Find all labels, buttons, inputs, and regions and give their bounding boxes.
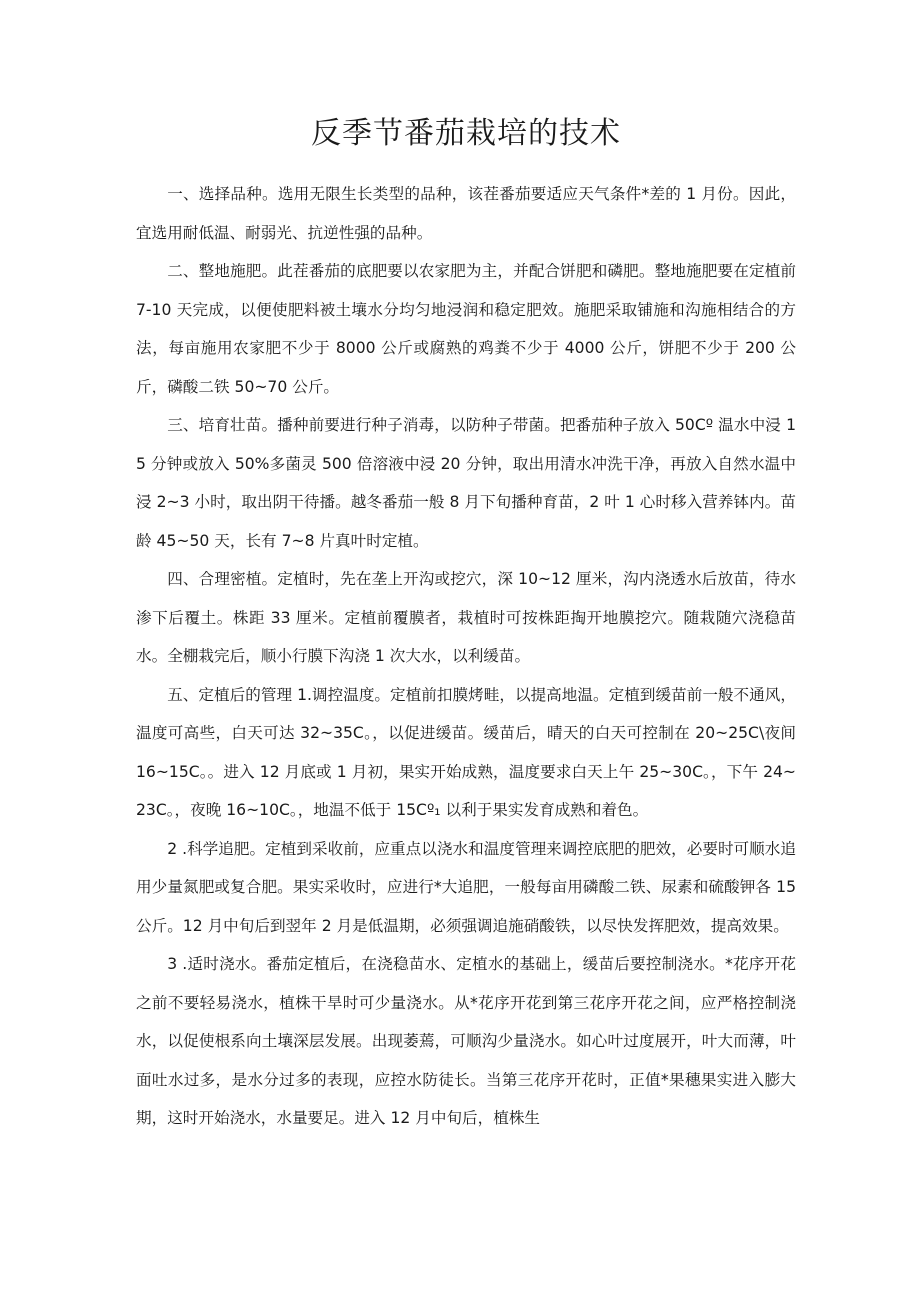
paragraph-watering: 3 .适时浇水。番茄定植后，在浇稳苗水、定植水的基础上，缓苗后要控制浇水。*花序开花之前不要轻易浇水，植株干旱时可少量浇水。从*花序开花到第三花序开花之间，应严格控制浇水，以促使根系向土壤深层发展。出现萎蔫，可顺沟少量浇水。如心叶过度展开，叶大而薄，叶面吐水过多，是水分过多的表现，应控水防徒长。当第三花序开花时，正值*果穗果实进入膨大期，这时开始浇水，水量要足。进入 12 月中旬后，植株生 xyxy=(136,955,796,1127)
paragraph-soil-fertilizer: 二、整地施肥。此茬番茄的底肥要以农家肥为主，并配合饼肥和磷肥。整地施肥要在定植前 7-10 天完成，以便使肥料被土壤水分均匀地浸润和稳定肥效。施肥采取铺施和沟施相结合的方法，每亩施用农家肥不少于 8000 公斤或腐熟的鸡粪不少于 4000 公斤，饼肥不少于 200 公斤，磷酸二铁 50~70 公斤。 xyxy=(136,262,796,396)
document-body xyxy=(136,175,796,1138)
paragraph-topdressing: 2 .科学追肥。定植到采收前，应重点以浇水和温度管理来调控底肥的肥效，必要时可顺水追用少量氮肥或复合肥。果实采收时，应进行*大追肥，一般每亩用磷酸二铁、尿素和硫酸钾各 15 公斤。12 月中旬后到翌年 2 月是低温期，必须强调追施硝酸铁，以尽快发挥肥效，提高效果。 xyxy=(136,839,796,935)
document-title: 反季节番茄栽培的技术 xyxy=(311,116,621,151)
paragraph-seedling: 三、培育壮苗。播种前要进行种子消毒，以防种子带菌。把番茄种子放入 50Cº 温水中浸 15 分钟或放入 50%多菌灵 500 倍溶液中浸 20 分钟，取出用清水冲洗干净，再放入自然水温中浸 2~3 小时，取出阴干待播。越冬番茄一般 8 月下旬播种育苗，2 叶 1 心时移入营养钵内。苗龄 45~50 天，长有 7~8 片真叶时定植。 xyxy=(136,416,796,550)
paragraph-select-variety: 一、选择品种。选用无限生长类型的品种，该茬番茄要适应天气条件*差的 1 月份。因此，宜选用耐低温、耐弱光、抗逆性强的品种。 xyxy=(136,185,796,242)
paragraph-temperature: 五、定植后的管理 1.调控温度。定植前扣膜烤畦，以提高地温。定植到缓苗前一般不通风，温度可高些，白天可达 32~35C。，以促进缓苗。缓苗后，晴天的白天可控制在 20~25C\夜间 16~15C。。进入 12 月底或 1 月初，果实开始成熟，温度要求白天上午 25~30C。，下午 24~23C。，夜晚 16~10C。，地温不低于 15Cº₁ 以利于果实发育成熟和着色。 xyxy=(136,685,796,819)
paragraph-planting-density: 四、合理密植。定植时，先在垄上开沟或挖穴，深 10~12 厘米，沟内浇透水后放苗，待水渗下后覆土。株距 33 厘米。定植前覆膜者，栽植时可按株距掏开地膜挖穴。随栽随穴浇稳苗水。全棚栽完后，顺小行膜下沟浇 1 次大水，以利缓苗。 xyxy=(136,570,796,665)
